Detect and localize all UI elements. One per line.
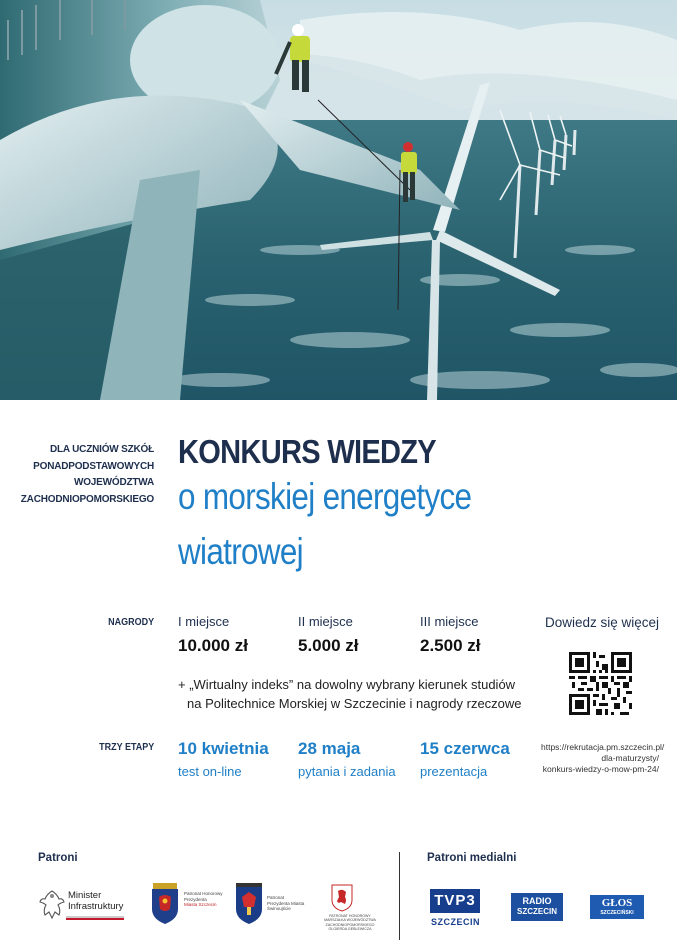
target-audience (20, 442, 154, 508)
tvp3-logo: TVP3 (430, 889, 480, 913)
radio-line: RADIO (522, 896, 552, 906)
radio-line: SZCZECIN (517, 907, 557, 916)
patrons-heading: Patroni (38, 852, 78, 864)
stage-date: 15 czerwca (420, 739, 510, 758)
title-line-2: o morskiej energetyce (178, 476, 472, 517)
extra-prize-line: + „Wirtualny indeks” na dowolny wybrany kierunek studiów (178, 677, 516, 692)
prize-place: II miejsce (298, 614, 353, 629)
prize-amount: 2.500 zł (420, 636, 481, 655)
marszalek-patron-line: PATRONAT HONOROWY (329, 914, 371, 918)
minister-line: Minister (68, 890, 102, 901)
more-info-label: Dowiedz się więcej (545, 615, 660, 630)
szczecin-patron-line: Prezydenta (184, 896, 207, 902)
qr-code-icon[interactable] (569, 652, 632, 715)
stage-desc: prezentacja (420, 764, 488, 779)
url-line: dla-maturzysty/ (601, 753, 659, 763)
audience-line: WOJEWÓDZTWA (73, 477, 154, 488)
marszalek-patron-line: MARSZAŁKA WOJEWÓDZTWA (324, 918, 376, 923)
marszalek-patron-line: OLGIERDA GEBLEWICZA (328, 927, 372, 932)
radio-szczecin-logo (511, 893, 563, 921)
glos-szczecinski-logo (590, 895, 644, 919)
patrons-divider (399, 852, 400, 940)
swinoujscie-patron-line: Świnoujście (267, 906, 291, 911)
griffin-crest-icon (331, 884, 353, 912)
stage-date: 28 maja (298, 739, 361, 758)
url-line: konkurs-wiedzy-o-mow-pm-24/ (542, 764, 659, 774)
marszalek-patron-text (322, 914, 378, 932)
szczecin-patron-line: Miasta Szczecin (184, 902, 217, 907)
prize-place: I miejsce (178, 614, 230, 629)
prize-amount: 5.000 zł (298, 636, 359, 655)
stage-desc: pytania i zadania (298, 764, 396, 779)
more-info-url[interactable] (541, 742, 665, 775)
extra-prize-text (178, 675, 522, 713)
swinoujscie-patron-text (267, 895, 304, 912)
swinoujscie-patron-line: Patronat (267, 895, 285, 900)
title-line-1: KONKURS WIEDZY (178, 433, 436, 470)
swinoujscie-patron-line: Prezydenta Miasta (267, 900, 305, 906)
media-patrons-heading: Patroni medialni (427, 852, 517, 864)
url-line: https://rekrutacja.pm.szczecin.pl/ (541, 742, 665, 752)
szczecin-crest-icon (150, 883, 180, 925)
prizes-label: NAGRODY (107, 617, 154, 628)
prize-amount: 10.000 zł (178, 636, 248, 655)
glos-line: GŁOS (601, 897, 633, 909)
szczecin-patron-line: Patronat Honorowy (184, 891, 223, 896)
minister-infrastructure-logo-text (68, 890, 123, 912)
poland-flag-stripe (66, 916, 124, 920)
stage-desc: test on-line (178, 764, 242, 779)
prize-place: III miejsce (420, 614, 479, 629)
stage-date: 10 kwietnia (178, 739, 269, 758)
audience-line: DLA UCZNIÓW SZKÓŁ (50, 444, 154, 455)
tvp3-city: SZCZECIN (431, 917, 480, 927)
extra-prize-line: na Politechnice Morskiej w Szczecinie i nagrody rzeczowe (187, 696, 522, 711)
swinoujscie-crest-icon (234, 883, 264, 925)
audience-line: PONADPODSTAWOWYCH (33, 460, 154, 472)
marszalek-patron-line: ZACHODNIOPOMORSKIEGO (325, 922, 375, 927)
hero-image-wind-turbines (0, 0, 677, 400)
glos-line: SZCZECIŃSKI (600, 910, 634, 916)
title-line-3: wiatrowej (178, 531, 303, 572)
szczecin-patron-text (184, 891, 223, 908)
poland-eagle-icon (38, 888, 66, 922)
audience-line: ZACHODNIOPOMORSKIEGO (20, 493, 154, 505)
minister-line: Infrastruktury (68, 901, 124, 912)
stages-label: TRZY ETAPY (98, 742, 154, 753)
